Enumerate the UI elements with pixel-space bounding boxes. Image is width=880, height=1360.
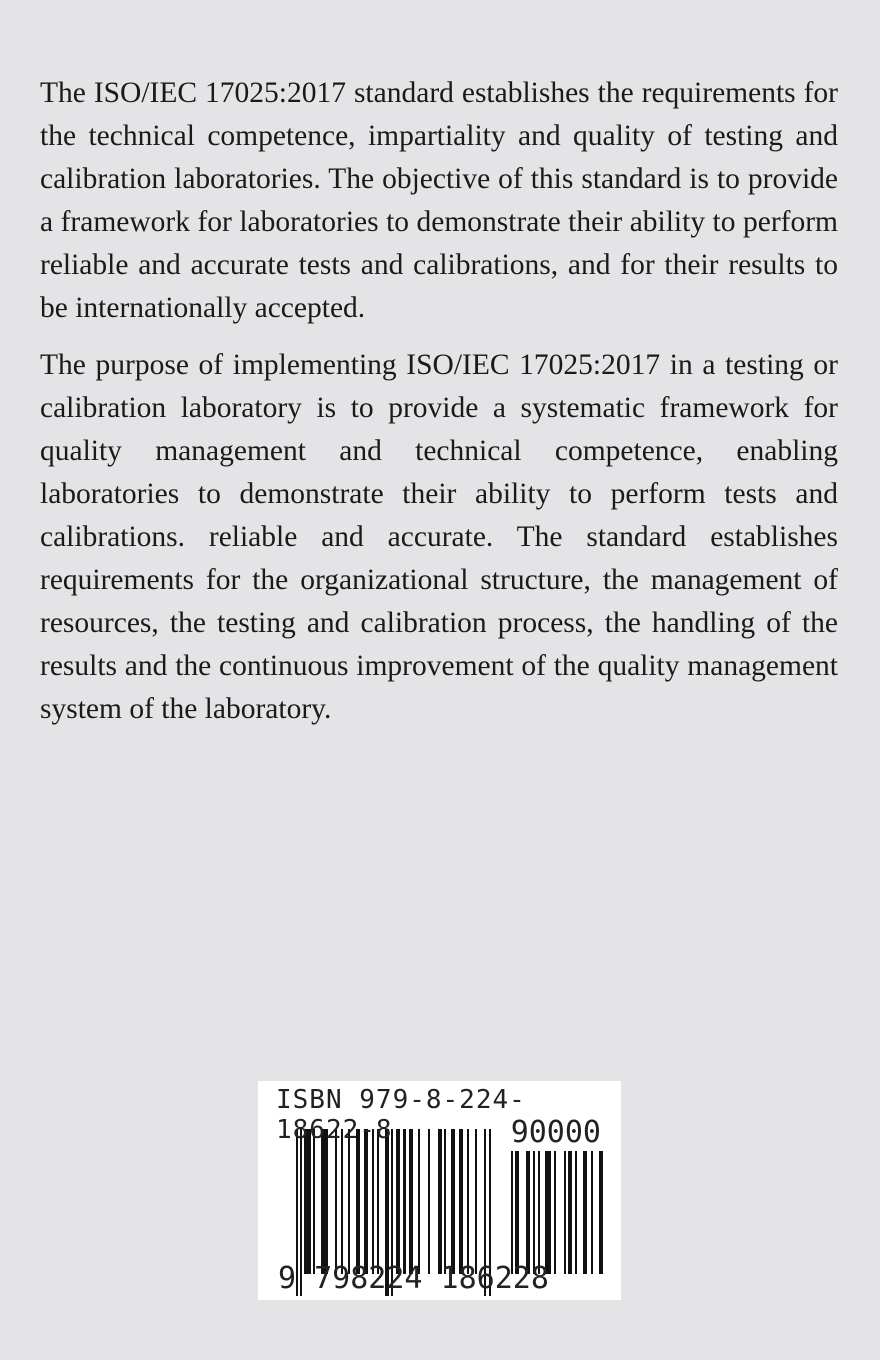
barcode-bar [356, 1129, 360, 1274]
barcode-bar [526, 1151, 530, 1274]
barcode-bar [459, 1129, 463, 1274]
barcode-bar [396, 1129, 400, 1274]
barcode-bar [451, 1129, 455, 1274]
price-addon: 90000 [510, 1115, 601, 1150]
barcode-bar [335, 1129, 337, 1274]
barcode-bar [341, 1129, 343, 1274]
barcode-bar [533, 1151, 535, 1274]
barcode-bar [372, 1129, 374, 1274]
ean-digits: 9 798224 186228 [278, 1261, 549, 1296]
barcode-bar [377, 1129, 379, 1274]
barcode-bar [313, 1129, 315, 1274]
barcode-bar [348, 1129, 350, 1274]
barcode-bar [568, 1151, 572, 1274]
barcode-bar [511, 1151, 513, 1274]
barcode-bar [418, 1129, 420, 1274]
barcode-bar [475, 1129, 477, 1274]
barcode-bar [538, 1151, 540, 1274]
description-paragraph-2: The purpose of implementing ISO/IEC 17025:2017 in a testing or calibration laboratory is to provide a systematic framework for quality management and technical competence, enabling laboratories to demonstrate their ability to perform tests and calibrations. reliable and accurate. The standard establishes requirements for the organizational structure, the management of resources, the testing and calibration process, the handling of the results and the continuous improvement of the quality management system of the laboratory. [40, 349, 838, 725]
isbn-barcode [258, 1081, 621, 1300]
barcode-bar [428, 1129, 430, 1274]
barcode-bar [304, 1129, 311, 1274]
barcode-bar [599, 1151, 603, 1274]
barcode-bar [554, 1151, 556, 1274]
back-cover-description [40, 72, 838, 745]
description-paragraph-1: The ISO/IEC 17025:2017 standard establishes the requirements for the technical competence, impartiality and quality of testing and calibration laboratories. The objective of this standard is to provide a framework for laboratories to demonstrate their ability to perform reliable and accurate tests and calibrations, and for their results to be internationally accepted. [40, 77, 838, 324]
barcode-bar [444, 1129, 446, 1274]
barcode-bar [564, 1151, 566, 1274]
barcode-bar [515, 1151, 519, 1274]
barcode-bar [438, 1129, 442, 1274]
barcode-bar [364, 1129, 368, 1274]
barcode-bar [321, 1129, 328, 1274]
barcode-bar [467, 1129, 469, 1274]
barcode-bar [575, 1151, 577, 1274]
barcode-bar [591, 1151, 593, 1274]
barcode-bar [545, 1151, 551, 1274]
isbn-label: ISBN 979-8-224-18622-8 [276, 1085, 526, 1145]
barcode-bar [403, 1129, 406, 1274]
barcode-bar [409, 1129, 413, 1274]
barcode-bar [583, 1151, 587, 1274]
